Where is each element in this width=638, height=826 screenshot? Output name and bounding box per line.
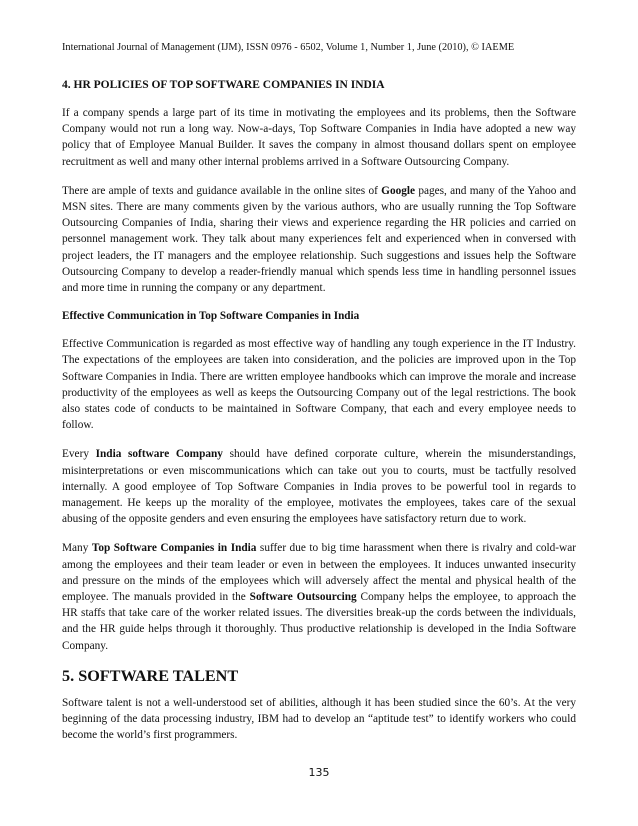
bold-term-software-outsourcing: Software Outsourcing xyxy=(249,591,357,604)
text-run: Every xyxy=(62,448,96,461)
bold-term-top-software-companies: Top Software Companies in India xyxy=(91,542,257,555)
section-4-paragraph-2 xyxy=(62,183,576,296)
section-4-paragraph-3: Effective Communication is regarded as most effective way of handling any tough experience in the IT Industry. The expectations of the employees are taken into consideration, and the policies are improved upon in the Top Software Companies in India. There are written employee handbooks which can improve the morale and increase productivity of the employees as well as keeps the Outsourcing Company out of the legal restrictions. The book also states code of conducts to be maintained in Software Company, that each and every employee needs to follow. xyxy=(62,338,576,432)
section-5-paragraph-1: Software talent is not a well-understood set of abilities, although it has been studied since the 60’s. At the very beginning of the data processing industry, IBM had to develop an “aptitude test” to identify workers who could become the world’s first programmers. xyxy=(62,696,576,742)
bold-term-google: Google xyxy=(381,184,416,197)
bold-term-india-software-company: India software Company xyxy=(95,448,223,461)
section-5-heading: 5. SOFTWARE TALENT xyxy=(62,666,239,685)
section-4-heading: 4. HR POLICIES OF TOP SOFTWARE COMPANIES IN INDIA xyxy=(62,79,385,91)
section-4-paragraph-5 xyxy=(62,540,576,653)
section-4-paragraph-4 xyxy=(62,446,576,527)
section-4-paragraph-1: If a company spends a large part of its time in motivating the employees and its problems, then the Software Company would not run a long way. Now-a-days, Top Software Companies in India have adopted a new way policy that of Employee Manual Builder. It saves the company in almost thousand dollars spent on employee recruitment as well and many other internal problems arrived in a Software Outsourcing Company. xyxy=(62,107,576,168)
text-run: suffer due to big time harassment when there is rivalry and cold-war among the employees and their team leader or even in between the employees. It induces unwanted insecurity and pressure on the minds of the employees which will adversely affect the mental and physical health of the employee. The manuals provided in the xyxy=(62,542,576,604)
text-run: should have defined corporate culture, wherein the misunderstandings, misinterpretations or even miscommunications which can take out you to courts, must be tactfully resolved internally. A good employee of Top Software Companies in India proves to be powerful tool in regards to management. He keeps up the morality of the employee, motivates the employees, takes care of the sexual abusing of the opposite genders and even ensuring the employees have satisfactory return due to work. xyxy=(62,448,576,526)
text-run: Many xyxy=(62,542,92,555)
page-content xyxy=(62,78,576,757)
text-run: Company helps the employee, to approach the HR staffs that take care of the worker related issues. The diversities break-up the cords between the individuals, and the HR guide helps through it thoroughly. Thus productive relationship is developed in the India Software Company. xyxy=(62,591,577,652)
subheading-effective-communication: Effective Communication in Top Software Companies in India xyxy=(62,310,360,323)
text-run: pages, and many of the Yahoo and MSN sites. There are many comments given by the various authors, who are usually running the Top Software Outsourcing Companies of India, sharing their views and experience regarding the HR policies and carried on personnel management work. They talk about many experiences felt and experienced when in conversed with project leaders, the IT managers and the employee relationship. Such suggestions and issues help the Software Outsourcing Company to develop a reader-friendly manual which spends less time in handling personnel issues and more time in running the company or any department. xyxy=(62,184,576,295)
journal-header: International Journal of Management (IJM), ISSN 0976 - 6502, Volume 1, Number 1, June (2010), © IAEME xyxy=(62,42,515,53)
text-run: There are ample of texts and guidance available in the online sites of xyxy=(62,184,382,197)
page-number: 135 xyxy=(308,766,330,779)
